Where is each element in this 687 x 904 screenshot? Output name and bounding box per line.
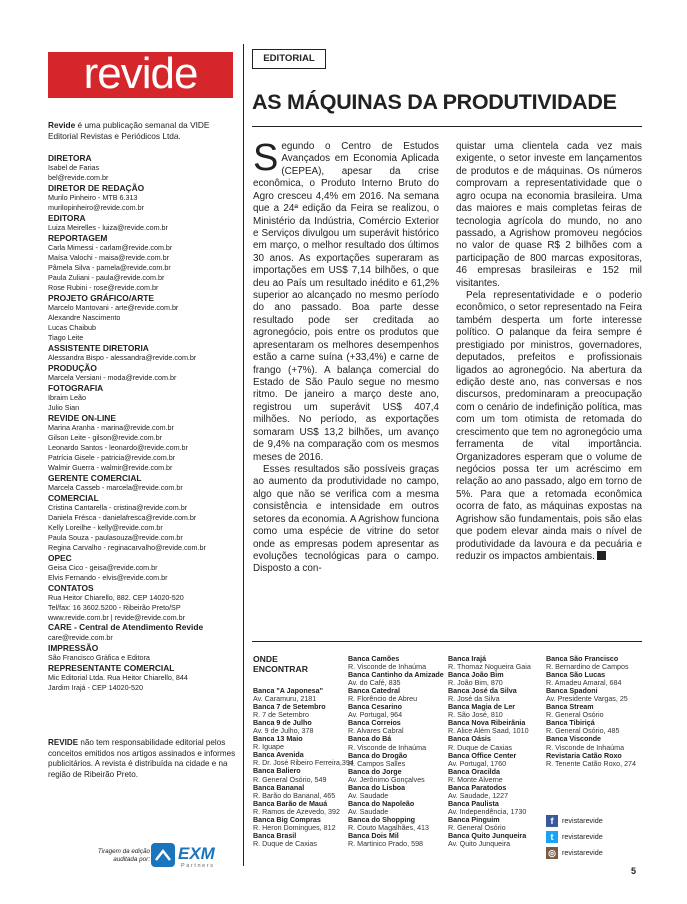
newsstand-name: Banca Oásis [448, 735, 491, 744]
masthead-heading: CARE - Central de Atendimento Revide [48, 622, 204, 633]
paragraph: Esses resultados são possíveis graças ao aumento da produtividade no campo, algo que não se verifica com a mesma consistência e intensidade em outros setores da economia. A Agrishow funciona como uma espécie de vitrine do setor onde as empresas podem apresentar as evoluções tecnológicas para o campo. Disposto a con- [253, 463, 439, 575]
disclaimer-brand: REVIDE [48, 738, 79, 747]
title-rule [252, 126, 642, 127]
audit-text: Tiragem da edição auditada por: [97, 848, 150, 863]
masthead-line: Regina Carvalho - reginacarvalho@revide.com.br [48, 542, 206, 552]
newsstand-address: R. Iguape [253, 743, 284, 752]
newsstand-name: Banca José da Silva [448, 687, 517, 696]
newsstand-address: R. Visconde de Inhaúma [348, 663, 427, 672]
intro-brand: Revide [48, 120, 76, 130]
newsstand-column-1 [253, 687, 354, 848]
masthead-heading: EDITORA [48, 213, 86, 224]
newsstand-address: R. Amadeu Amaral, 684 [546, 679, 622, 688]
newsstand-name: Banca do Bá [348, 735, 392, 744]
masthead-line: bel@revide.com.br [48, 173, 109, 183]
newsstand-address: R. Duque de Caxias [253, 839, 317, 848]
masthead-heading: OPEC [48, 552, 72, 563]
newsstand-name: Banca Tibiriçá [546, 719, 595, 728]
exm-logo-text: EXM [178, 844, 215, 863]
newsstand-address: Av. Saudade, 1227 [448, 791, 509, 800]
newsstand-name: Banca 7 de Setembro [253, 703, 326, 712]
newsstand-address: R. General Osório, 549 [253, 775, 327, 784]
newsstand-address: Av. do Café, 835 [348, 679, 401, 688]
onde-title-line-1: ONDE [253, 654, 278, 664]
onde-title-line-2: ENCONTRAR [253, 663, 308, 674]
masthead-line: Marcela Casseb - marcela@revide.com.br [48, 482, 183, 492]
masthead-line: Alessandra Bispo - alessandra@revide.com.br [48, 352, 197, 362]
masthead-line: São Francisco Gráfica e Editora [48, 652, 150, 662]
paragraph: quistar uma clientela cada vez mais exigente, o setor investe em lançamentos de produtos e de máquinas. Os números comprovam a representatividade que o agro ocupa na economia brasileira. Uma das maiores e mais completas feiras de tecnologia agrícola do mundo, no ano passado, a Agrishow promoveu negócios no valor de quase R$ 2 bilhões com a participação de 800 marcas expositoras, 46 empresas brasileiras e 152 mil visitantes. [456, 141, 642, 289]
newsstand-column-4 [546, 655, 644, 768]
intro-text: é uma publicação semanal da VIDE Editorial Revistas e Periódicos Ltda. [48, 120, 210, 141]
newsstand-name: Banca Quito Junqueira [448, 832, 527, 841]
newsstand-column-3 [448, 655, 546, 848]
newsstand-name: Banca Bananal [253, 783, 305, 792]
drop-cap: S [253, 137, 279, 179]
masthead-line: Alexandre Nascimento [48, 312, 121, 322]
newsstand-name: Banca do Shopping [348, 815, 416, 824]
masthead-line: Paula Souza - paulasouza@revide.com.br [48, 532, 183, 542]
section-tag: EDITORIAL [252, 49, 326, 69]
masthead-line: Daniela Frésca - danielafresca@revide.com.br [48, 512, 197, 522]
newsstand-name: Banca Oracilda [448, 767, 500, 776]
masthead-heading: DIRETOR DE REDAÇÃO [48, 183, 145, 194]
social-link[interactable] [546, 845, 603, 861]
newsstand-address: R. Dr. José Ribeiro Ferreira,394 [253, 759, 354, 768]
newsstand-address: R. 7 de Setembro [253, 711, 309, 720]
masthead-heading: GERENTE COMERCIAL [48, 472, 142, 483]
column-divider [243, 44, 244, 866]
newsstand-name: Banca Correios [348, 719, 401, 728]
newsstand-name: Banca Brasil [253, 831, 297, 840]
newsstand-name: Banca Catedral [348, 687, 400, 696]
masthead-line: Patrícia Gisele - patricia@revide.com.br [48, 452, 176, 462]
masthead-line: Marcela Versiani - moda@revide.com.br [48, 373, 177, 383]
masthead-line: Cristina Cantarella - cristina@revide.com.br [48, 502, 188, 512]
newsstand-name: Banca Paulista [448, 799, 499, 808]
newsstand-name: Banca Cesarino [348, 703, 402, 712]
newsstand-address: Av. Independência, 1730 [448, 807, 527, 816]
masthead-line: Rua Heitor Chiarello, 882. CEP 14020-520 [48, 592, 184, 602]
newsstand-name: Banca 9 de Julho [253, 719, 312, 728]
editorial-column-1 [253, 137, 439, 576]
newsstand-name: Banca do Lisboa [348, 783, 406, 792]
masthead-heading: FOTOGRAFIA [48, 382, 104, 393]
masthead-heading: PROJETO GRÁFICO/ARTE [48, 292, 154, 303]
masthead-line: Gilson Leite - gilson@revide.com.br [48, 433, 162, 443]
masthead-line: Isabel de Farias [48, 163, 100, 173]
newsstand-address: R. General Osório [546, 711, 604, 720]
masthead-heading: ASSISTENTE DIRETORIA [48, 342, 149, 353]
exm-logo-sub: Partners [181, 863, 215, 869]
newsstand-address: R. Barão do Bananal, 465 [253, 791, 336, 800]
masthead-line: www.revide.com.br | revide@revide.com.br [48, 612, 185, 622]
instagram-icon: ◎ [546, 847, 558, 859]
newsstand-name: Banca 13 Maio [253, 735, 303, 744]
newsstand-address: Av. Caramuru, 2181 [253, 695, 317, 704]
newsstand-address: R. São José, 810 [448, 711, 503, 720]
newsstand-address: Av. Portugal, 964 [348, 711, 403, 720]
facebook-icon: f [546, 815, 558, 827]
masthead-line: Elvis Fernando - elvis@revide.com.br [48, 572, 168, 582]
paragraph: Pela representatividade e o poderio econômico, o setor representado na Feira também desperta um forte interesse político. O palanque da feira sempre é prestigiado por ministros, governadores, deputados, prefeitos e profissionais ligados ao agronegócio. Na abertura da edição deste ano, nas conversas e nos discursos, predominaram a preocupação com o cenário de indefinição política, mas com um tom otimista de retomada do crescimento que tem no agronegócio uma ferramenta de vital importância. Organizadores esperam que o volume de negócios possa ter um acréscimo em relação ao ano passado, algo em torno de 5%. Para que a retomada econômica ocorra de fato, as máquinas expostas na Agrishow são fundamentais, pois são elas que podem elevar ainda mais o nível de produtividade da lavoura e da pecuária e reduzir os impactos ambientais. [456, 290, 642, 562]
social-handle: revistarevide [562, 816, 603, 825]
newsstand-address: Av. Saudade [348, 807, 389, 816]
newsstand-address: R. Martinico Prado, 598 [348, 840, 424, 849]
masthead-line: murilopinheiro@revide.com.br [48, 203, 144, 213]
masthead-line: Marcelo Mantovani - arte@revide.com.br [48, 303, 179, 313]
newsstand-name: Banca Irajá [448, 655, 487, 663]
masthead-line: Tiago Leite [48, 332, 84, 342]
editorial-column-2 [456, 141, 642, 563]
masthead-line: Jardim Irajá - CEP 14020-520 [48, 682, 143, 692]
newsstand-name: Banca São Francisco [546, 655, 619, 663]
page-number: 5 [631, 866, 637, 876]
newsstand-address: R. General Osório, 485 [546, 727, 620, 736]
newsstand-address: Av. Jerônimo Gonçalves [348, 775, 425, 784]
newsstand-name: Banca Pinguim [448, 815, 500, 824]
newsstand-name: Banca Spadoni [546, 687, 598, 696]
newsstand-name: Banca Camões [348, 655, 400, 663]
social-link[interactable] [546, 829, 603, 845]
where-to-find-heading [253, 655, 348, 682]
newsstand-name: Revistaria Catão Roxo [546, 751, 622, 760]
newsstand-name: Banca "A Japonesa" [253, 687, 324, 695]
newsstand-address: R. Alice Além Saad, 1010 [448, 727, 529, 736]
masthead-line: Marina Aranha - marina@revide.com.br [48, 423, 174, 433]
revide-logo: revide [48, 52, 233, 98]
newsstand-name: Banca Cantinho da Amizade [348, 671, 444, 680]
masthead-line: Rose Rubini - rose@revide.com.br [48, 282, 159, 292]
newsstand-name: Banca Nova Ribeirânia [448, 719, 526, 728]
masthead-line: Pâmela Silva - pamela@revide.com.br [48, 263, 171, 273]
masthead-line: Geisa Cico - geisa@revide.com.br [48, 562, 158, 572]
masthead-line: Mic Editorial Ltda. Rua Heitor Chiarello, 844 [48, 672, 188, 682]
newsstand-address: R. Monte Alverne [448, 775, 503, 784]
social-handle: revistarevide [562, 848, 603, 857]
masthead-line: Paula Zuliani - paula@revide.com.br [48, 273, 165, 283]
twitter-icon: t [546, 831, 558, 843]
newsstand-name: Banca Magia de Ler [448, 703, 516, 712]
masthead [48, 153, 240, 693]
disclaimer [48, 738, 240, 780]
newsstand-name: Banca do Napoleão [348, 799, 415, 808]
newsstand-name: Banca do Jorge [348, 767, 402, 776]
masthead-heading: PRODUÇÃO [48, 362, 97, 373]
newsstand-address: R. Thomaz Nogueira Gaia [448, 663, 531, 672]
end-mark-icon [597, 551, 606, 560]
newsstand-name: Banca Office Center [448, 751, 517, 760]
newsstand-name: Banca Visconde [546, 735, 602, 744]
newsstand-column-2 [348, 655, 446, 848]
newsstand-address: R. Visconde de Inhaúma [348, 743, 427, 752]
exm-partners-logo [151, 843, 243, 869]
social-links [546, 813, 603, 861]
newsstand-name: Banca Big Compras [253, 815, 321, 824]
masthead-line: Luiza Meirelles - luiza@revide.com.br [48, 223, 168, 233]
newsstand-name: Banca Barão de Mauá [253, 799, 328, 808]
masthead-heading: DIRETORA [48, 153, 92, 163]
newsstand-address: R. José da Silva [448, 695, 500, 704]
newsstand-address: R. Duque de Caxias [448, 743, 512, 752]
section-rule [252, 641, 642, 642]
masthead-heading: REVIDE ON-LINE [48, 412, 116, 423]
masthead-line: Kelly Loreilhe - kelly@revide.com.br [48, 522, 163, 532]
editorial-title: AS MÁQUINAS DA PRODUTIVIDADE [252, 90, 617, 114]
masthead-line: care@revide.com.br [48, 632, 113, 642]
social-handle: revistarevide [562, 832, 603, 841]
social-link[interactable] [546, 813, 603, 829]
masthead-line: Carla Mimessi - carlam@revide.com.br [48, 243, 173, 253]
masthead-heading: COMERCIAL [48, 492, 99, 503]
newsstand-address: R. Alvares Cabral [348, 727, 404, 736]
newsstand-address: R. Bernardino de Campos [546, 663, 629, 672]
masthead-heading: REPRESENTANTE COMERCIAL [48, 662, 175, 673]
masthead-line: Julio Sian [48, 403, 80, 413]
masthead-line: Murilo Pinheiro - MTB 6.313 [48, 193, 138, 203]
masthead-line: Walmir Guerra - walmir@revide.com.br [48, 462, 173, 472]
masthead-heading: REPORTAGEM [48, 233, 108, 244]
paragraph: egundo o Centro de Estudos Avançados em Economia Aplicada (CEPEA), apesar da crise econômica, o Produto Interno Bruto do Agro cresceu 4,4% em 2016. Na semana que a 24ª edição da Feira se realizou, o Ministério da Indústria, Comércio Exterior e Serviços divulgou um superávit histórico em março, o melhor resultado dos últimos 30 anos. As exportações superaram as importações em US$ 7,14 bilhões, o que deu ao País um resultado inédito e 61,2% superior ao alcançado no mesmo período do ano passado. Boa parte desse resultado pode ser creditada ao agronegócio, pois entre os produtos que apresentaram os melhores desempenhos estão a carne suína (+33,4%) e carne de frango (+7%). A balança comercial do Estado de São Paulo segue no mesmo ritmo. De janeiro a março deste ano, registrou um superávit US$ 407,4 milhões. No período, as exportações somaram US$ 13,2 bilhões, um avanço de 9,4% na comparação com os mesmos meses de 2016. [253, 141, 439, 463]
masthead-heading: CONTATOS [48, 582, 94, 593]
newsstand-name: Banca Avenida [253, 751, 304, 760]
masthead-line: Ibraim Leão [48, 393, 86, 403]
newsstand-address: R. João Bim, 870 [448, 679, 503, 688]
newsstand-address: Av. Quito Junqueira [448, 840, 511, 849]
publication-intro [48, 120, 238, 141]
masthead-line: Maísa Valochi - maisa@revide.com.br [48, 253, 170, 263]
newsstand-address: Av. Presidente Vargas, 25 [546, 695, 628, 704]
masthead-line: Leonardo Santos - leonardo@revide.com.br [48, 442, 188, 452]
newsstand-name: Banca Paratodos [448, 783, 507, 792]
newsstand-address: Av. Saudade [348, 791, 389, 800]
newsstand-name: Banca Dois Mil [348, 832, 399, 841]
masthead-heading: IMPRESSÃO [48, 642, 99, 653]
newsstand-address: R. Campos Salles [348, 759, 406, 768]
newsstand-address: Av. Portugal, 1760 [448, 759, 507, 768]
newsstand-name: Banca João Bim [448, 671, 504, 680]
newsstand-address: R. Visconde de Inhaúma [546, 743, 625, 752]
newsstand-address: R. Tenente Catão Roxo, 274 [546, 759, 636, 768]
masthead-line: Lucas Chaibub [48, 322, 96, 332]
newsstand-address: R. Florêncio de Abreu [348, 695, 418, 704]
newsstand-address: R. General Osório [448, 823, 506, 832]
newsstand-name: Banca São Lucas [546, 671, 606, 680]
newsstand-name: Banca do Drogão [348, 751, 408, 760]
newsstand-address: R. Couto Magalhães, 413 [348, 823, 429, 832]
newsstand-address: R. Heron Domingues, 812 [253, 823, 336, 832]
newsstand-name: Banca Baliero [253, 767, 301, 776]
disclaimer-text: não tem responsabilidade editorial pelos conceitos emitidos nos artigos assinados e informes publicitários. A revista é distribuída na cidade e na região de Ribeirão Preto. [48, 738, 236, 779]
newsstand-address: R. Ramos de Azevedo, 392 [253, 807, 340, 816]
newsstand-name: Banca Stream [546, 703, 594, 712]
masthead-line: Tel/fax: 16 3602.5200 - Ribeirão Preto/SP [48, 602, 181, 612]
newsstand-address: Av. 9 de Julho, 378 [253, 727, 314, 736]
